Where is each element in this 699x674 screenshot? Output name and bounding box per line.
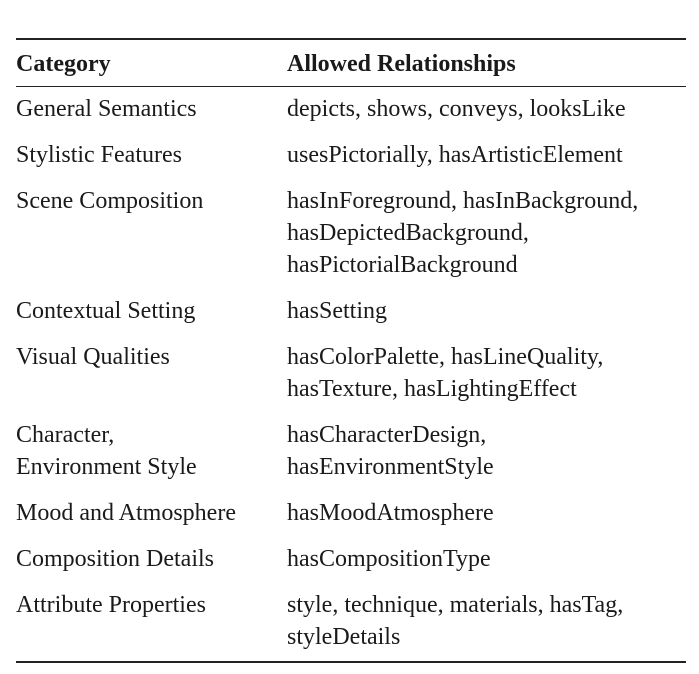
relationships-cell [287,289,686,335]
relationships-cell [287,537,686,583]
category-text: Contextual Setting [16,298,196,324]
relationships-cell [287,491,686,537]
category-cell [16,335,287,413]
category-text: Composition Details [16,546,214,572]
relationships-table-container [16,38,686,663]
category-text: Character, [16,422,115,448]
table-header-row [16,40,686,86]
table-row [16,537,686,583]
relationships-cell [287,413,686,491]
category-text: Stylistic Features [16,142,182,168]
table-row [16,133,686,179]
table-row [16,491,686,537]
table-row [16,413,686,491]
category-cell [16,491,287,537]
relationships-cell [287,179,686,289]
relationships-text: styleDetails [287,624,401,650]
relationships-text: usesPictorially, hasArtisticElement [287,142,623,168]
category-cell [16,583,287,661]
relationships-text: hasInForeground, hasInBackground, [287,188,639,214]
relationships-text: hasPictorialBackground [287,252,518,278]
relationships-text: hasCompositionType [287,546,491,572]
category-text: Environment Style [16,454,197,480]
table-row [16,87,686,133]
relationships-cell [287,87,686,133]
category-cell [16,179,287,289]
relationships-text: hasCharacterDesign, [287,422,487,448]
category-text: Visual Qualities [16,344,170,370]
table-row [16,289,686,335]
category-cell [16,537,287,583]
relationships-text: hasDepictedBackground, [287,220,529,246]
category-text: Attribute Properties [16,592,206,618]
relationships-table-body [16,87,686,661]
relationships-text: style, technique, materials, hasTag, [287,592,624,618]
category-text: General Semantics [16,96,197,122]
table-row [16,335,686,413]
header-allowed-relationships: Allowed Relationships [287,51,516,77]
relationships-cell [287,133,686,179]
relationships-table [16,40,686,86]
relationships-text: hasMoodAtmosphere [287,500,494,526]
relationships-text: hasTexture, hasLightingEffect [287,376,577,402]
category-cell [16,413,287,491]
category-cell [16,289,287,335]
category-cell [16,133,287,179]
relationships-text: hasSetting [287,298,387,324]
relationships-cell [287,335,686,413]
relationships-text: depicts, shows, conveys, looksLike [287,96,626,122]
relationships-text: hasColorPalette, hasLineQuality, [287,344,604,370]
category-text: Scene Composition [16,188,204,214]
table-row [16,179,686,289]
table-bottom-rule [16,661,686,663]
table-row [16,583,686,661]
header-category: Category [16,51,111,77]
category-cell [16,87,287,133]
relationships-cell [287,583,686,661]
category-text: Mood and Atmosphere [16,500,236,526]
relationships-text: hasEnvironmentStyle [287,454,494,480]
